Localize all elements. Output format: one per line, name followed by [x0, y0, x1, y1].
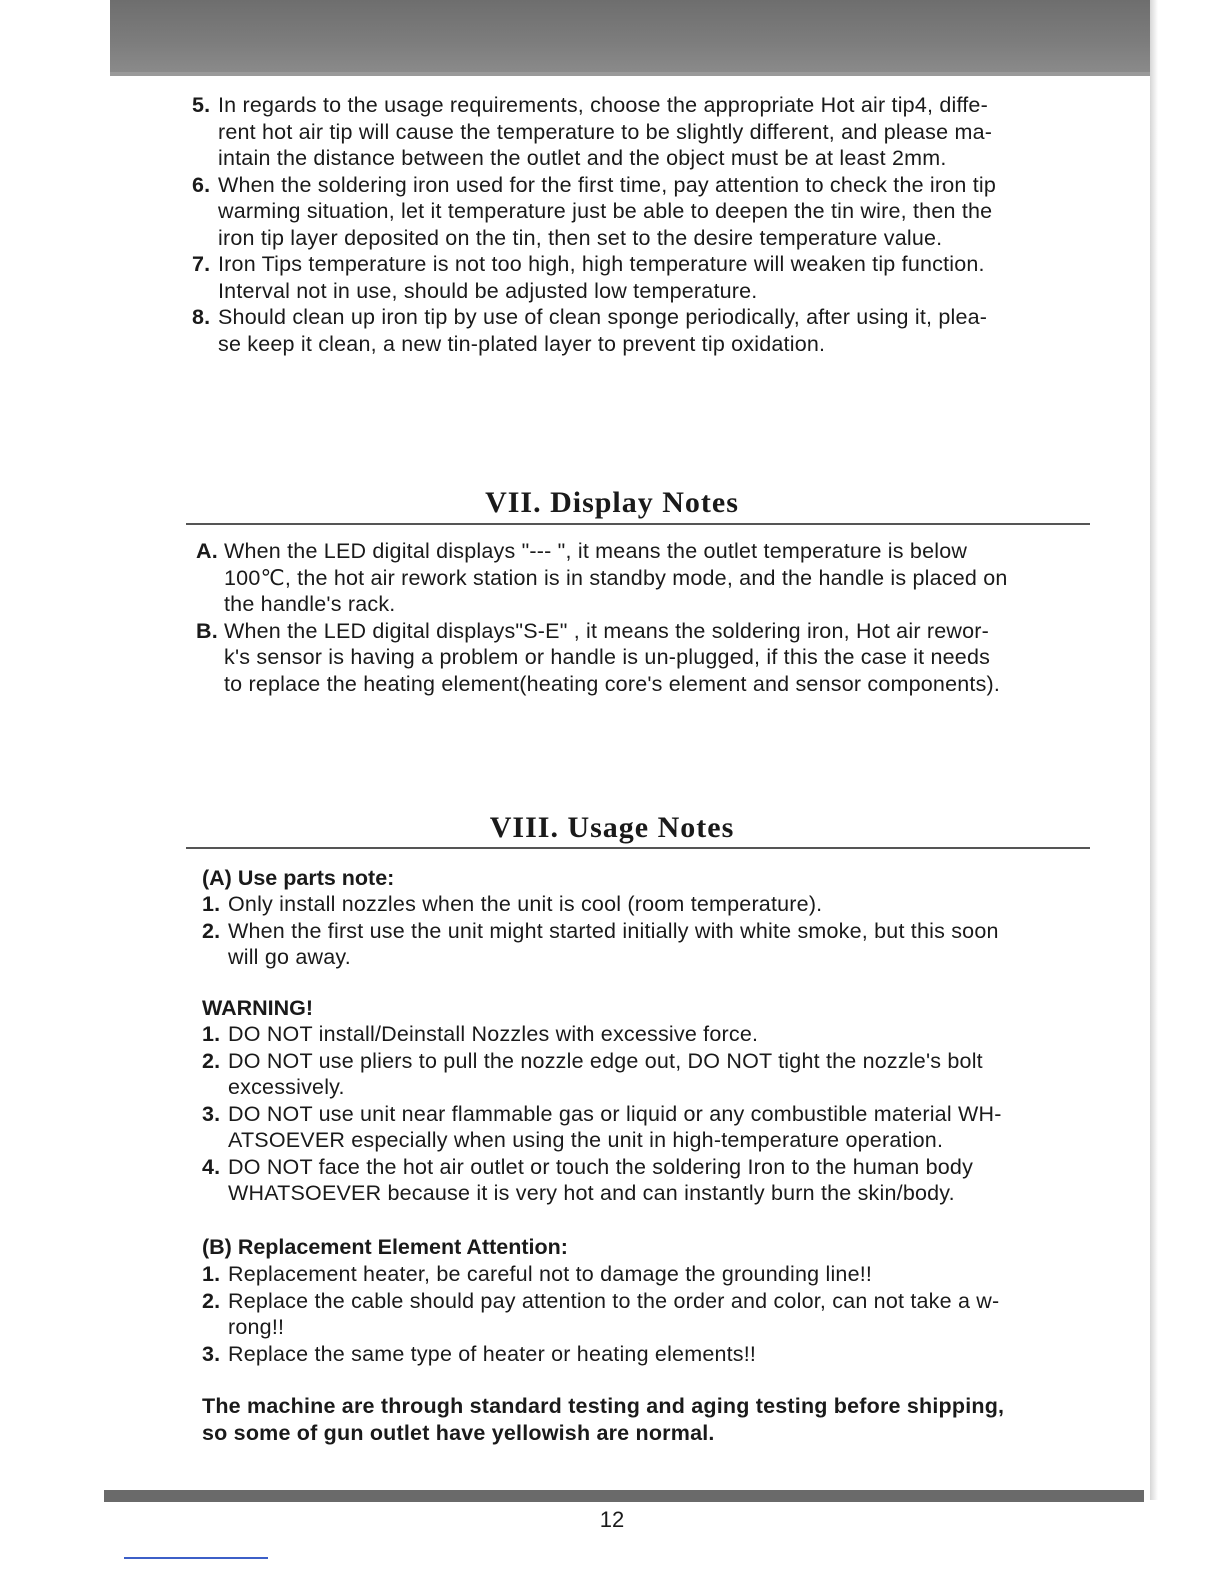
list-item: 1. DO NOT install/Deinstall Nozzles with excessive force. [202, 1021, 1122, 1048]
list-item: 3. DO NOT use unit near flammable gas or liquid or any combustible material WH- ATSOEVER especially when using the unit in high-temperature operation. [202, 1101, 1122, 1154]
item-line: WHATSOEVER because it is very hot and can instantly burn the skin/body. [228, 1181, 955, 1205]
item-line: When the soldering iron used for the first time, pay attention to check the iron tip [218, 172, 997, 197]
item-line: to replace the heating element(heating core's element and sensor components). [224, 671, 1001, 696]
item-line: se keep it clean, a new tin-plated layer to prevent tip oxidation. [218, 331, 826, 356]
header-band [110, 0, 1158, 72]
list-item: 1. Replacement heater, be careful not to damage the grounding line!! [202, 1261, 1122, 1288]
item-line: Iron Tips temperature is not too high, high temperature will weaken tip function. [218, 252, 985, 276]
list-item: 2. Replace the cable should pay attention to the order and color, can not take a w- rong!! [202, 1288, 1122, 1341]
item-line: DO NOT use unit near flammable gas or liquid or any combustible material WH- [228, 1101, 1002, 1126]
list-item: 7. Iron Tips temperature is not too high, high temperature will weaken tip function. Interval not in use, should be adjusted low temperature. [192, 251, 1112, 304]
item-line: When the first use the unit might started initially with white smoke, but this soon [228, 918, 999, 943]
item-line: rong!! [228, 1315, 285, 1339]
item-line: Replace the same type of heater or heating elements!! [228, 1341, 757, 1366]
item-line: warming situation, let it temperature just be able to deepen the tin wire, then the [218, 199, 993, 223]
item-line: In regards to the usage requirements, choose the appropriate Hot air tip4, diffe- [218, 93, 988, 117]
page-number: 12 [599, 1507, 625, 1532]
item-line: the handle's rack. [224, 592, 396, 616]
footer-bar [104, 1490, 1144, 1502]
replacement-list [202, 1261, 1122, 1367]
list-item: 6. When the soldering iron used for the first time, pay attention to check the iron tip warming situation, let it temperature just be able to deepen the tin wire, then the iron tip layer deposited on the tin, then set to the desire temperature value. [192, 172, 1112, 252]
replacement-heading: (B) Replacement Element Attention: [202, 1235, 568, 1259]
precautions-list [192, 92, 1112, 357]
section-rule [186, 847, 1090, 849]
list-item: 2. DO NOT use pliers to pull the nozzle edge out, DO NOT tight the nozzle's bolt excessively. [202, 1048, 1122, 1101]
corner-link-underline [124, 1557, 268, 1559]
item-line: intain the distance between the outlet and the object must be at least 2mm. [218, 146, 947, 170]
item-line: Interval not in use, should be adjusted low temperature. [218, 278, 758, 303]
item-line: Should clean up iron tip by use of clean sponge periodically, after using it, plea- [218, 305, 988, 329]
list-item: 2. When the first use the unit might started initially with white smoke, but this soon will go away. [202, 918, 1122, 971]
list-item: B. When the LED digital displays"S-E" , it means the soldering iron, Hot air rewor- k's sensor is having a problem or handle is un-plugged, if this the case it needs to replace the heating element(heating core's element and sensor components). [196, 618, 1116, 698]
item-line: Replace the cable should pay attention to the order and color, can not take a w- [228, 1288, 1000, 1313]
item-line: rent hot air tip will cause the temperature to be slightly different, and please ma- [218, 119, 993, 144]
item-line: 100℃, the hot air rework station is in standby mode, and the handle is placed on [224, 565, 1008, 590]
page-edge-shadow [1150, 0, 1158, 1500]
header-rule [110, 72, 1158, 76]
closing-line: The machine are through standard testing and aging testing before shipping, [202, 1394, 1005, 1418]
section-rule [186, 523, 1090, 525]
item-line: DO NOT use pliers to pull the nozzle edge out, DO NOT tight the nozzle's bolt [228, 1048, 983, 1073]
list-item: 5. In regards to the usage requirements, choose the appropriate Hot air tip4, diffe- rent hot air tip will cause the temperature to be slightly different, and please ma- intain the distance between the outlet and the object must be at least 2mm. [192, 92, 1112, 172]
warning-list [202, 1021, 1122, 1207]
item-line: When the LED digital displays"S-E" , it means the soldering iron, Hot air rewor- [224, 618, 989, 643]
item-line: DO NOT install/Deinstall Nozzles with excessive force. [228, 1022, 759, 1046]
item-line: DO NOT face the hot air outlet or touch the soldering Iron to the human body [228, 1154, 974, 1179]
item-line: iron tip layer deposited on the tin, then set to the desire temperature value. [218, 225, 943, 250]
use-parts-heading: (A) Use parts note: [202, 866, 395, 890]
item-line: Only install nozzles when the unit is cool (room temperature). [228, 892, 823, 916]
warning-heading: WARNING! [202, 996, 314, 1020]
list-item: 1. Only install nozzles when the unit is cool (room temperature). [202, 891, 1122, 918]
closing-note [202, 1393, 1122, 1447]
use-parts-list [202, 891, 1122, 971]
section-heading-usage-notes: VIII. Usage Notes [489, 811, 735, 844]
section-heading-display-notes: VII. Display Notes [485, 486, 739, 519]
list-item: A. When the LED digital displays "--- ", it means the outlet temperature is below 100℃, the hot air rework station is in standby mode, and the handle is placed on the handle's rack. [196, 538, 1116, 618]
item-line: Replacement heater, be careful not to damage the grounding line!! [228, 1262, 873, 1286]
item-line: ATSOEVER especially when using the unit in high-temperature operation. [228, 1128, 944, 1152]
display-notes-list [196, 538, 1116, 697]
list-item: 4. DO NOT face the hot air outlet or touch the soldering Iron to the human body WHATSOEVER because it is very hot and can instantly burn the skin/body. [202, 1154, 1122, 1207]
list-item: 8. Should clean up iron tip by use of clean sponge periodically, after using it, plea- se keep it clean, a new tin-plated layer to prevent tip oxidation. [192, 304, 1112, 357]
item-line: excessively. [228, 1075, 345, 1099]
item-line: will go away. [228, 945, 351, 969]
list-item: 3. Replace the same type of heater or heating elements!! [202, 1341, 1122, 1368]
closing-line: so some of gun outlet have yellowish are normal. [202, 1421, 715, 1445]
item-line: k's sensor is having a problem or handle is un-plugged, if this the case it needs [224, 645, 991, 669]
item-line: When the LED digital displays "--- ", it means the outlet temperature is below [224, 539, 968, 563]
